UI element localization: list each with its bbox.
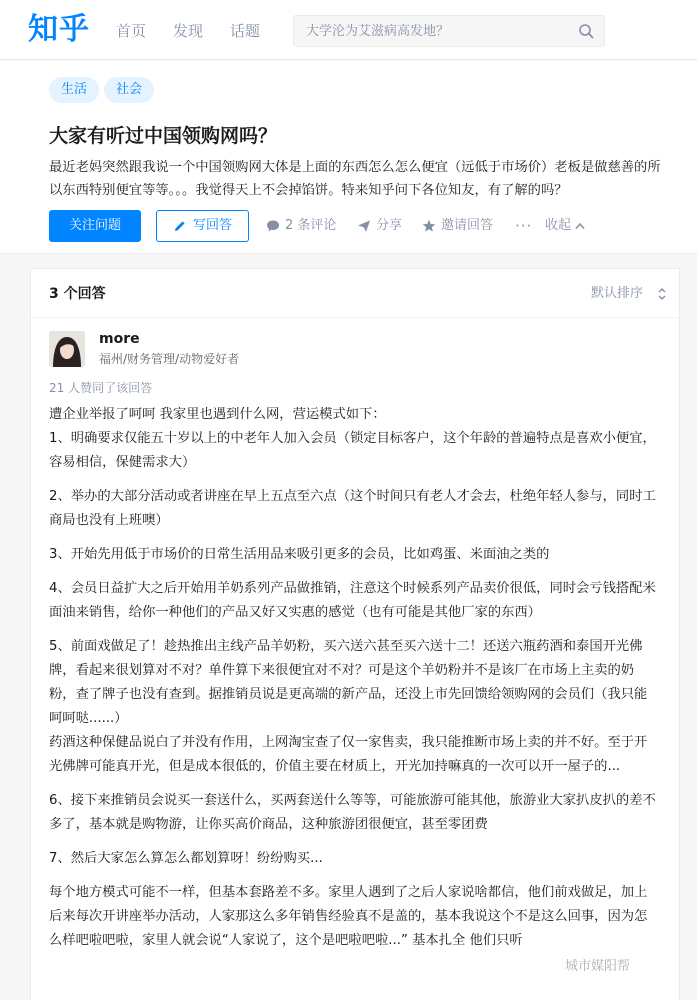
more-options-button[interactable]: ··· [515,217,533,235]
share-icon [357,219,371,233]
sort-dropdown[interactable]: 默认排序 [591,286,644,301]
nav-discover[interactable]: 发现 [173,22,204,40]
answer-paragraph: 5、前面戏做足了！趁热推出主线产品羊奶粉，买六送六甚至买六送十二！还送六瓶药酒和泰国开光佛牌，看起来很划算对不对？单件算下来很便宜对不对？可是这个羊奶粉并不是该厂在市场上主卖的奶粉，查了牌子也没有查到。据推销员说是更高端的新产品，还没上市先回馈给领购网的会员们（我只能呵呵哒......） [49,639,648,726]
write-answer-button[interactable] [156,210,249,242]
answer-paragraph: 4、会员日益扩大之后开始用羊奶系列产品做推销，注意这个时候系列产品卖价很低，同时会亏钱搭配米面油来销售，给你一种他们的产品又好又实惠的感觉（也有可能是其他厂家的东西） [49,581,656,620]
author-headline: 福州/财务管理/动物爱好者 [99,352,240,366]
answer-paragraph: 遭企业举报了呵呵 我家里也遇到什么网，营运模式如下： [49,407,386,422]
answer-count: 3 个回答 [49,286,106,302]
question-description: 最近老妈突然跟我说一个中国领购网大体是上面的东西怎么怎么便宜（远低于市场价）老板是做慈善的所以东西特别便宜等等。。。我觉得天上不会掉馅饼。特来知乎问下各位知友，有了解的吗？ [49,160,661,198]
answer-paragraph: 2、举办的大部分活动或者讲座在早上五点至六点（这个时间只有老人才会去，杜绝年轻人参与，同时工商局也没有上班噢） [49,489,656,528]
zhihu-logo[interactable]: 知乎 [28,12,90,47]
vote-count: 21 人赞同了该回答 [49,381,153,395]
search-input[interactable] [306,22,566,40]
answer-paragraph: 每个地方模式可能不一样，但基本套路差不多。家里人遇到了之后人家说啥都信，他们前戏做足，加上后来每次开讲座举办活动，人家那这么多年销售经验真不是盖的，基本我说这个不是这么回事，因为怎么样吧啦吧啦，家里人就会说“人家说了，这个是吧啦吧啦...” 基本扎全 他们只听 [49,885,648,948]
collapse-button[interactable] [545,210,605,242]
top-bar [0,0,697,60]
question-header [0,61,697,254]
nav-home[interactable]: 首页 [116,22,147,40]
follow-question-button[interactable]: 关注问题 [49,210,141,242]
answer-content [49,403,659,963]
answers-card [30,268,680,1000]
avatar-image [49,331,85,367]
question-title: 大家有听过中国领购网吗？ [49,125,278,147]
search-box[interactable] [293,15,605,47]
sort-arrows-icon[interactable] [657,287,667,301]
collapse-label: 收起 [545,218,572,233]
comment-icon [266,219,280,233]
author-name[interactable]: more [99,331,140,347]
answer-paragraph: 药酒这种保健品说白了并没有作用，上网淘宝查了仅一家售卖，我只能推断市场上卖的并不好。至于开光佛牌可能真开光，但是成本很低的，价值主要在材质上，开光加持嘛真的一次可以开一屋子的... [49,735,648,774]
chevron-up-icon [575,222,585,230]
share-label: 分享 [376,218,403,233]
star-icon [422,219,436,233]
search-icon[interactable] [578,23,594,39]
write-answer-label: 写回答 [193,218,233,233]
avatar[interactable] [49,331,85,367]
topic-tag-society[interactable]: 社会 [104,77,154,103]
comments-label: 2 条评论 [285,218,337,233]
divider [31,317,679,318]
nav-topics[interactable]: 话题 [230,22,261,40]
pencil-icon [173,219,187,233]
answer-paragraph: 3、开始先用低于市场价的日常生活用品来吸引更多的会员，比如鸡蛋、米面油之类的 [49,547,550,562]
answer-paragraph: 6、接下来推销员会说买一套送什么，买两套送什么等等，可能旅游可能其他，旅游业大家扒皮扒的差不多了，基本就是购物游，让你买高价商品，这种旅游团很便宜，甚至零团费 [49,793,656,832]
topic-tag-life[interactable]: 生活 [49,77,99,103]
answer-paragraph: 1、明确要求仅能五十岁以上的中老年人加入会员（锁定目标客户，这个年龄的普遍特点是喜欢小便宜，容易相信，保健需求大） [49,431,656,470]
share-button[interactable] [357,210,407,242]
comments-button[interactable] [266,210,346,242]
watermark: 城市媒阳帮 [565,959,631,974]
answer-paragraph: 7、然后大家怎么算怎么都划算呀！纷纷购买... [49,851,323,866]
invite-answer-button[interactable] [422,210,502,242]
invite-answer-label: 邀请回答 [441,218,494,233]
